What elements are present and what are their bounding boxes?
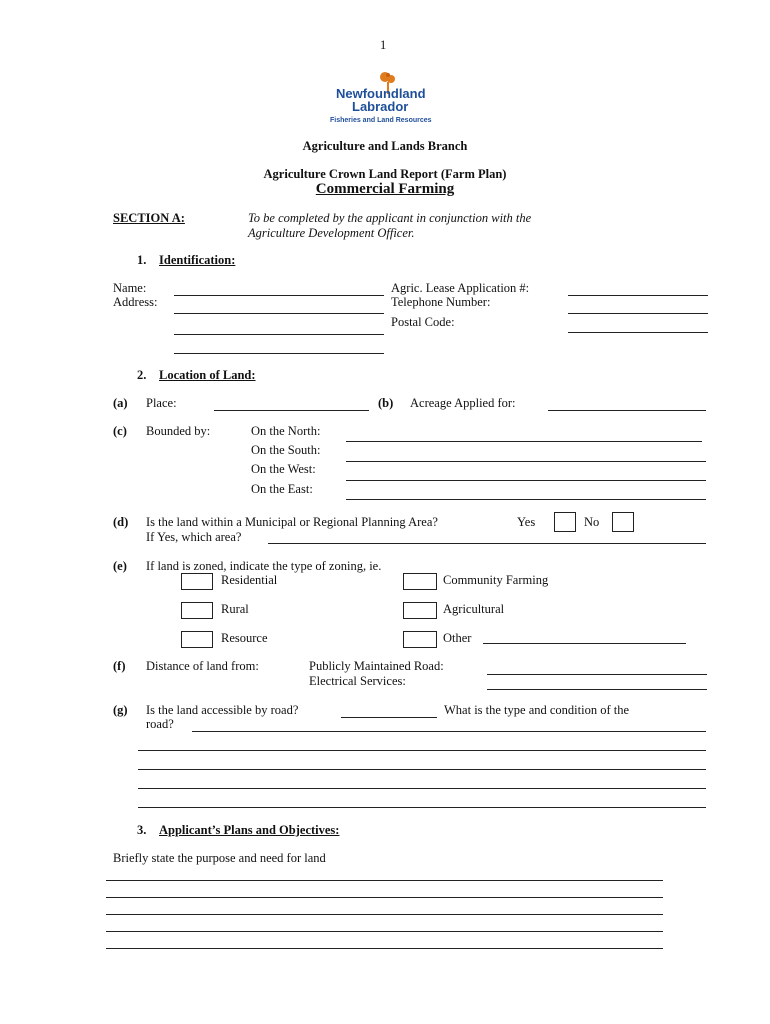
identification-heading: Identification: (159, 253, 236, 267)
branch-name: Agriculture and Lands Branch (302, 139, 468, 153)
road-access-question: Is the land accessible by road? (146, 703, 299, 717)
place-field[interactable] (214, 410, 369, 411)
other-checkbox[interactable] (403, 631, 437, 648)
road-condition-question: What is the type and condition of the (444, 703, 630, 717)
telephone-field[interactable] (568, 313, 708, 314)
logo-line-1: Newfoundland (336, 86, 426, 101)
no-checkbox[interactable] (612, 512, 634, 532)
postal-code-label: Postal Code: (391, 315, 455, 329)
location-heading: Location of Land: (159, 368, 256, 382)
item-b-label: (b) (378, 396, 394, 410)
item-e-label: (e) (113, 559, 127, 573)
section-a-note-line-2: Agriculture Development Officer. (248, 226, 415, 240)
report-title: Agriculture Crown Land Report (Farm Plan) (263, 167, 507, 181)
acreage-field[interactable] (548, 410, 706, 411)
public-road-distance-field[interactable] (487, 674, 707, 675)
address-field-line-2[interactable] (174, 334, 384, 335)
road-condition-field-line-2[interactable] (138, 750, 706, 751)
which-area-label: If Yes, which area? (146, 530, 242, 544)
logo-department: Fisheries and Land Resources (330, 117, 432, 124)
resource-checkbox[interactable] (181, 631, 213, 648)
item-a-label: (a) (113, 396, 128, 410)
which-area-field[interactable] (268, 543, 706, 544)
east-boundary-field[interactable] (346, 499, 706, 500)
residential-checkbox[interactable] (181, 573, 213, 590)
plans-field-line-4[interactable] (106, 931, 663, 932)
plans-prompt: Briefly state the purpose and need for land (113, 851, 326, 865)
section-a-label: SECTION A: (113, 211, 185, 225)
item-f-label: (f) (113, 659, 126, 673)
other-zoning-field[interactable] (483, 643, 686, 644)
west-boundary-field[interactable] (346, 480, 706, 481)
name-label: Name: (113, 281, 147, 295)
identification-number: 1. (137, 253, 147, 267)
lease-application-label: Agric. Lease Application #: (391, 281, 530, 295)
page-number: 1 (380, 38, 387, 52)
place-label: Place: (146, 396, 177, 410)
public-road-label: Publicly Maintained Road: (309, 659, 444, 673)
address-field-line-1[interactable] (174, 313, 384, 314)
acreage-label: Acreage Applied for: (410, 396, 516, 410)
item-d-label: (d) (113, 515, 129, 529)
address-field-line-3[interactable] (174, 353, 384, 354)
north-label: On the North: (251, 424, 321, 438)
logo-line-2: Labrador (352, 99, 409, 114)
telephone-label: Telephone Number: (391, 295, 491, 309)
zoning-question: If land is zoned, indicate the type of zoning, ie. (146, 559, 382, 573)
west-label: On the West: (251, 462, 316, 476)
postal-code-field[interactable] (568, 332, 708, 333)
road-access-field[interactable] (341, 717, 437, 718)
plans-field-line-5[interactable] (106, 948, 663, 949)
community-farming-checkbox[interactable] (403, 573, 437, 590)
road-condition-field-line-1[interactable] (192, 731, 706, 732)
no-label: No (584, 515, 600, 529)
bounded-by-label: Bounded by: (146, 424, 211, 438)
agricultural-label: Agricultural (443, 602, 505, 616)
address-label: Address: (113, 295, 158, 309)
east-label: On the East: (251, 482, 313, 496)
community-farming-label: Community Farming (443, 573, 549, 587)
road-condition-field-line-4[interactable] (138, 788, 706, 789)
item-g-label: (g) (113, 703, 128, 717)
rural-checkbox[interactable] (181, 602, 213, 619)
plans-field-line-2[interactable] (106, 897, 663, 898)
electrical-distance-field[interactable] (487, 689, 707, 690)
plans-number: 3. (137, 823, 147, 837)
location-number: 2. (137, 368, 147, 382)
item-c-label: (c) (113, 424, 127, 438)
south-boundary-field[interactable] (346, 461, 706, 462)
south-label: On the South: (251, 443, 321, 457)
road-condition-field-line-3[interactable] (138, 769, 706, 770)
distance-label: Distance of land from: (146, 659, 259, 673)
lease-application-field[interactable] (568, 295, 708, 296)
residential-label: Residential (221, 573, 278, 587)
road-word-label: road? (146, 717, 174, 731)
plans-field-line-1[interactable] (106, 880, 663, 881)
page-title: Commercial Farming (315, 181, 455, 197)
section-a-note-line-1: To be completed by the applicant in conjunction with the (248, 211, 532, 225)
planning-area-question: Is the land within a Municipal or Regional Planning Area? (146, 515, 438, 529)
plans-heading: Applicant’s Plans and Objectives: (159, 823, 340, 837)
government-logo (330, 70, 450, 130)
other-label: Other (443, 631, 472, 645)
agricultural-checkbox[interactable] (403, 602, 437, 619)
yes-checkbox[interactable] (554, 512, 576, 532)
resource-label: Resource (221, 631, 268, 645)
yes-label: Yes (517, 515, 536, 529)
north-boundary-field[interactable] (346, 441, 702, 442)
plans-field-line-3[interactable] (106, 914, 663, 915)
rural-label: Rural (221, 602, 249, 616)
road-condition-field-line-5[interactable] (138, 807, 706, 808)
name-field[interactable] (174, 295, 384, 296)
electrical-services-label: Electrical Services: (309, 674, 406, 688)
